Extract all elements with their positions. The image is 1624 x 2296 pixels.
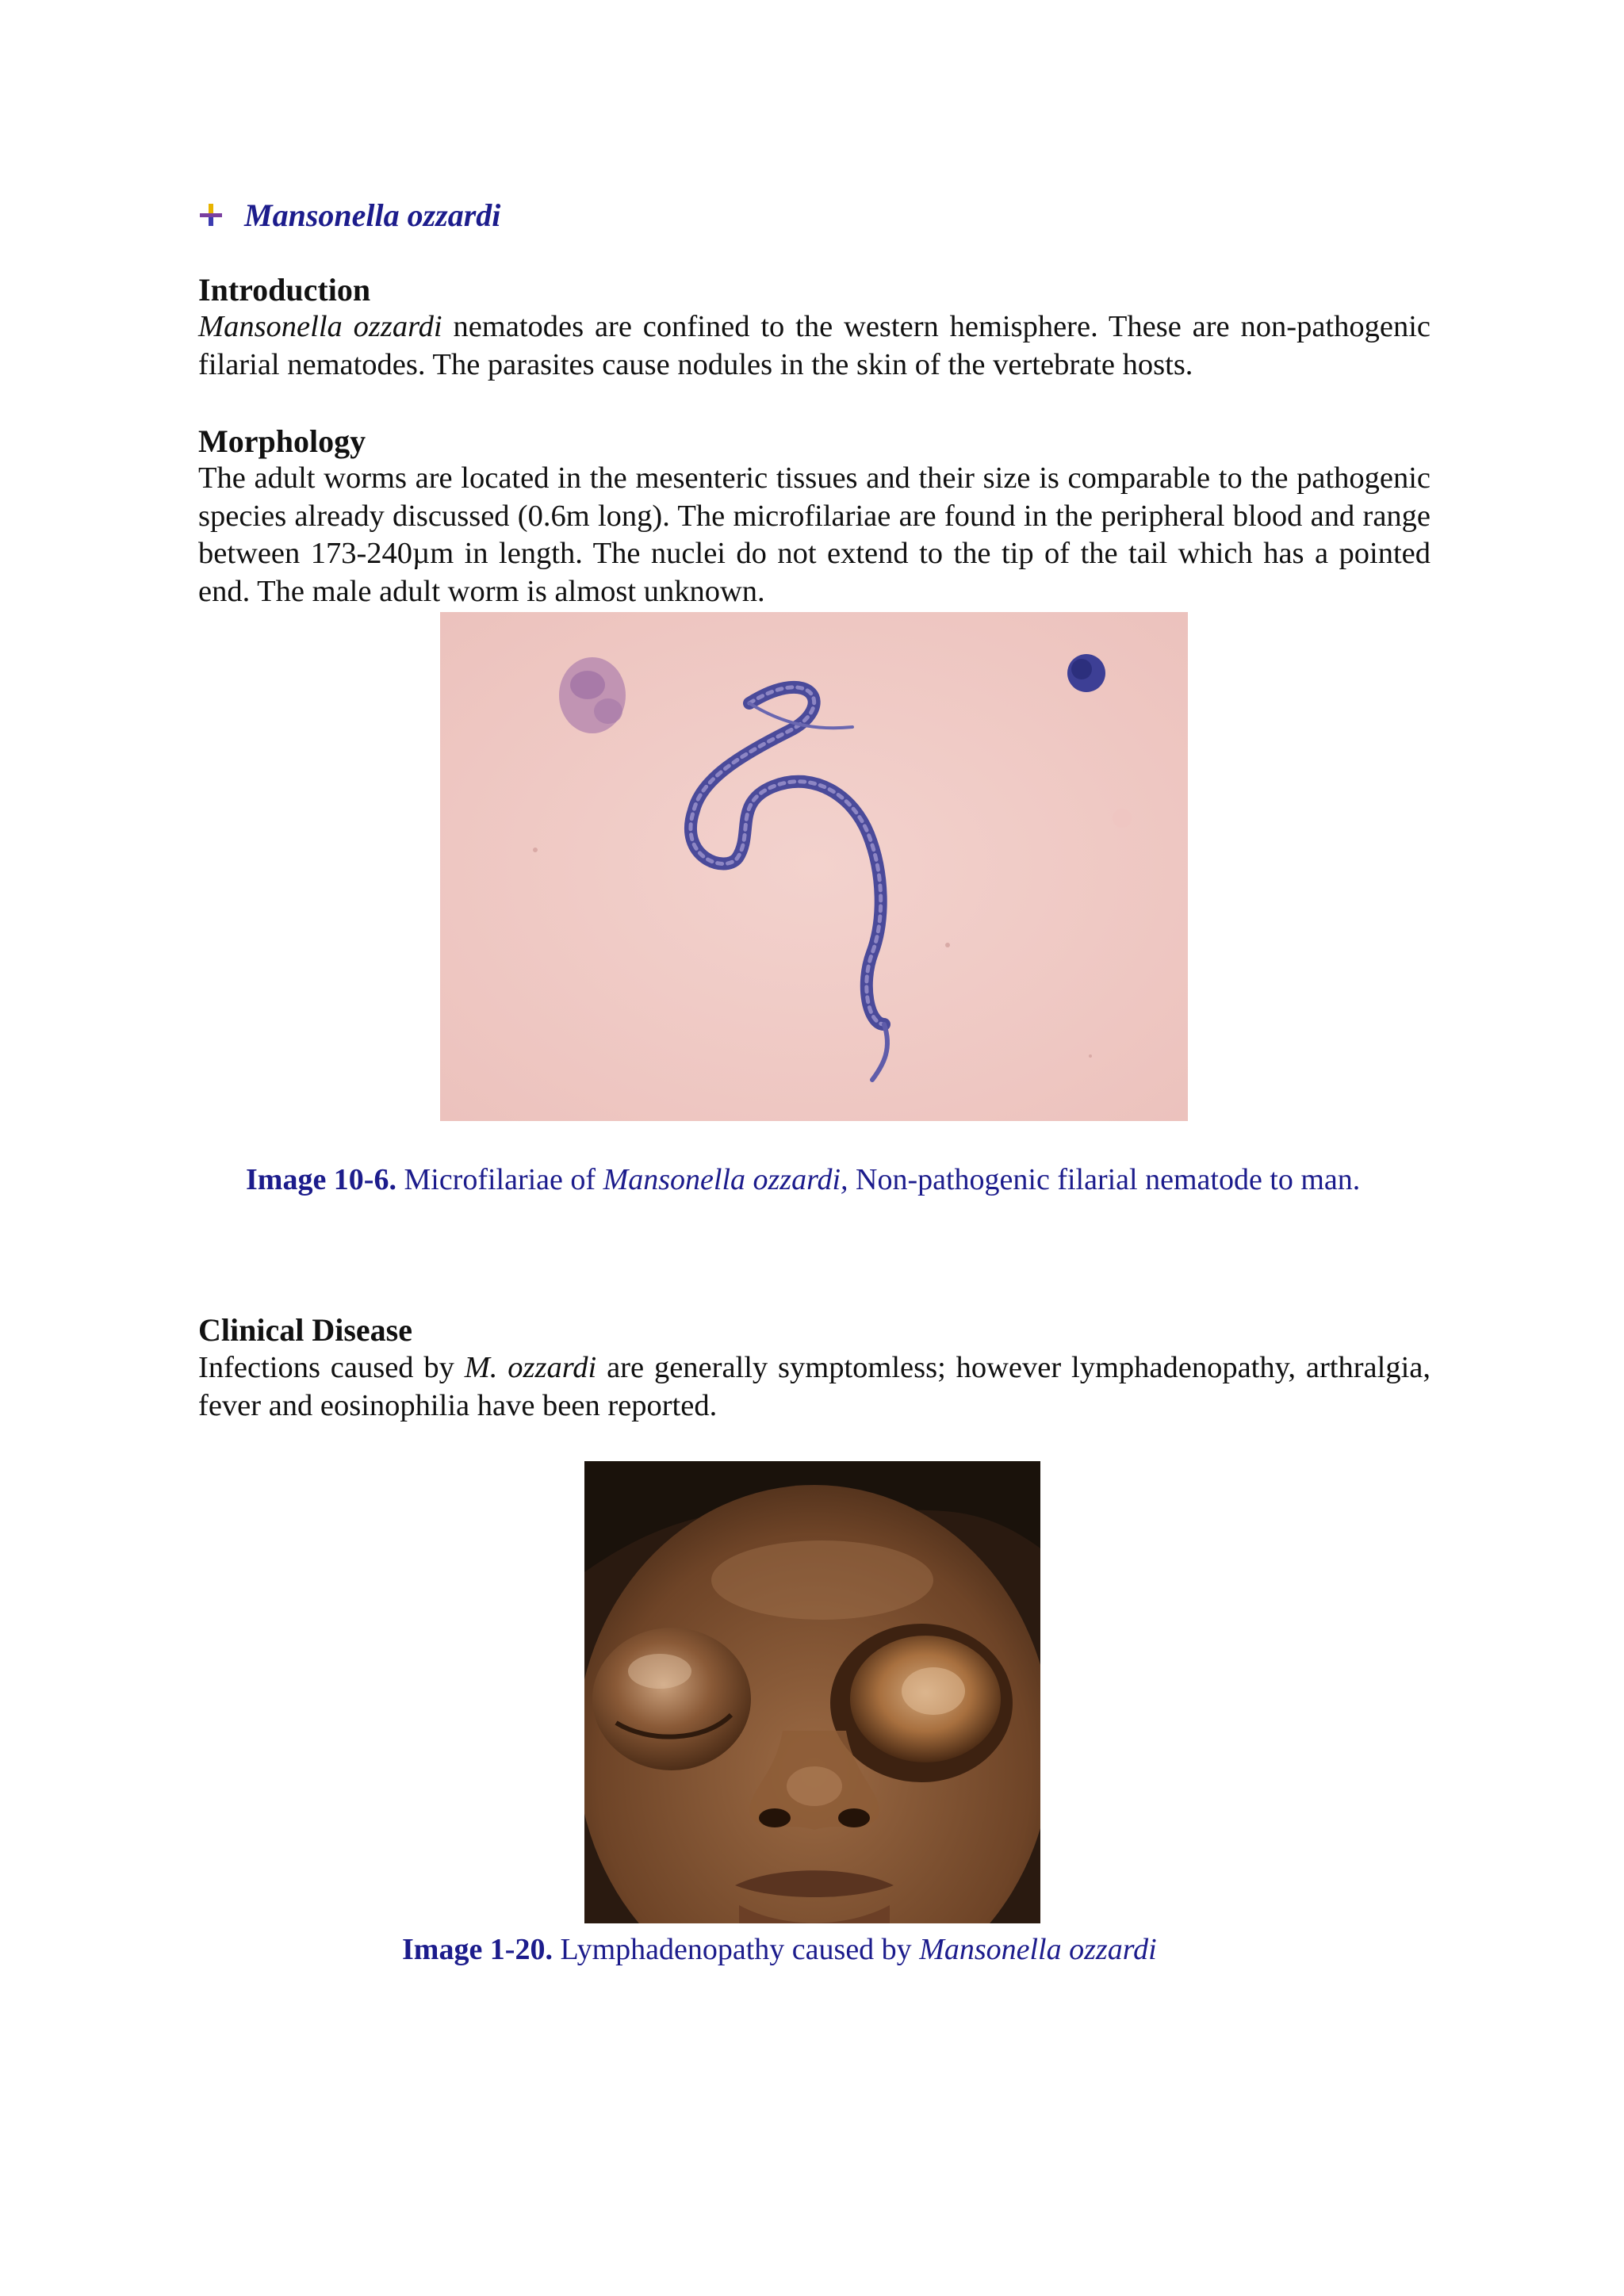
figure2-text-before: Lymphadenopathy caused by	[552, 1933, 920, 1966]
clinical-disease-paragraph	[198, 1349, 1431, 1425]
clinical-disease-heading: Clinical Disease	[198, 1312, 412, 1348]
figure1-species: Mansonella ozzardi,	[603, 1163, 848, 1196]
figure1-caption	[246, 1161, 1388, 1198]
microfilariae-image	[440, 612, 1188, 1121]
morphology-paragraph	[198, 460, 1431, 610]
lymphadenopathy-face-image	[584, 1461, 1040, 1923]
clinical-text-after: are generally symptomless; however lymphadenopathy, arthralgia, fever and eosinophilia have been reported.	[198, 1351, 1431, 1422]
clinical-text-before: Infections caused by	[198, 1351, 465, 1384]
figure1-text-after: Non-pathogenic filarial nematode to man.	[848, 1163, 1361, 1196]
clinical-species: M. ozzardi	[464, 1351, 597, 1384]
introduction-species: Mansonella ozzardi	[198, 310, 442, 343]
introduction-text: nematodes are confined to the western hemisphere. These are non-pathogenic filarial nematodes. The parasites cause nodules in the skin of the vertebrate hosts.	[198, 310, 1431, 381]
introduction-heading: Introduction	[198, 272, 371, 308]
arrow-bullet-icon	[198, 202, 224, 228]
section-title: Mansonella ozzardi	[244, 197, 501, 233]
section-title-row	[198, 195, 500, 235]
figure2-caption	[402, 1931, 1274, 1968]
figure2-label: Image 1-20.	[402, 1933, 553, 1966]
morphology-heading: Morphology	[198, 423, 366, 459]
morphology-text: The adult worms are located in the mesenteric tissues and their size is comparable to the pathogenic species already discussed (0.6m long). The microfilariae are found in the peripheral blood and range between 173-240µm in length. The nuclei do not extend to the tip of the tail which has a pointed end. The male adult worm is almost unknown.	[198, 461, 1431, 608]
figure1-text-before: Microfilariae of	[396, 1163, 603, 1196]
introduction-paragraph	[198, 308, 1431, 384]
figure1-label: Image 10-6.	[246, 1163, 396, 1196]
figure2-species: Mansonella ozzardi	[919, 1933, 1157, 1966]
